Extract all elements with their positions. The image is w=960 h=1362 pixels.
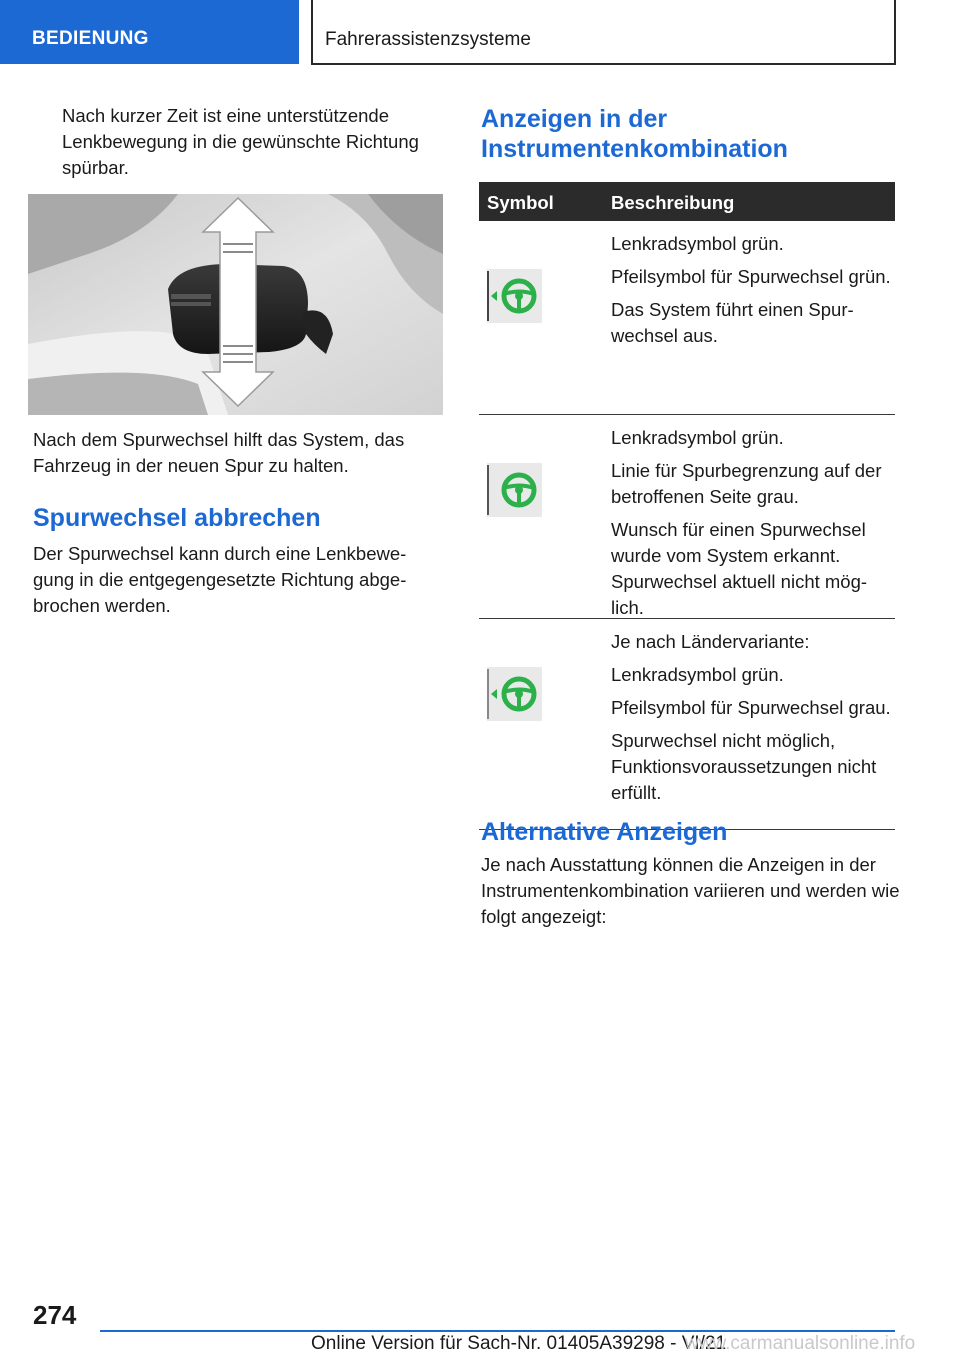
footer-divider — [100, 1330, 895, 1332]
abort-paragraph: Der Spurwechsel kann durch eine Lenkbewe‐gung in die entgegengesetzte Richtung abge‐brochen werden. — [33, 543, 407, 616]
chapter-title: Fahrerassistenzsysteme — [325, 29, 531, 50]
row-description: Lenkradsymbol grün. Pfeilsymbol für Spurwechsel grün. Das System führt einen Spur‐wechsel aus. — [611, 233, 891, 346]
watermark: www.carmanualsonline.info — [685, 1333, 916, 1354]
steering-wheel-green-arrow-grey-icon — [487, 667, 542, 721]
footer-online-version: Online Version für Sach-Nr. 01405A39298 - VI/21 — [311, 1333, 727, 1354]
table-row — [479, 619, 895, 830]
heading-alternative: Alternative Anzeigen — [481, 818, 728, 846]
row-description: Je nach Ländervariante: Lenkradsymbol grün. Pfeilsymbol für Spurwechsel grau. Spurwechsel nicht möglich, Funktionsvoraussetzungen nicht erfüllt. — [611, 631, 891, 803]
heading-abort: Spurwechsel abbrechen — [33, 504, 321, 532]
steering-wheel-green-line-icon — [487, 463, 542, 517]
symbol-table — [479, 182, 895, 830]
chapter-tab — [311, 0, 896, 65]
page-number: 274 — [33, 1300, 77, 1330]
alternative-paragraph: Je nach Ausstattung können die Anzeigen in der Instrumentenkombination variieren und werden wie folgt angezeigt: — [481, 854, 900, 927]
lever-illustration — [28, 194, 443, 415]
intro-paragraph: Nach kurzer Zeit ist eine unterstützende Lenkbewegung in die gewünschte Richtung spürbar. — [62, 105, 419, 178]
row-description: Lenkradsymbol grün. Linie für Spurbegrenzung auf der betroffenen Seite grau. Wunsch für einen Spurwechsel wurde vom System erkannt. Spurwechsel aktuell nicht mög‐lich. — [611, 427, 882, 618]
section-title: BEDIENUNG — [32, 28, 149, 49]
table-header — [479, 182, 895, 221]
section-tab — [0, 0, 299, 64]
header-description: Beschreibung — [611, 192, 735, 213]
table-row — [479, 221, 895, 415]
heading-display: Anzeigen in der Instrumentenkombination — [481, 105, 788, 163]
header-symbol: Symbol — [487, 192, 554, 213]
turn-signal-lever-image — [28, 194, 443, 415]
table-row — [479, 415, 895, 619]
steering-wheel-green-arrow-icon — [487, 269, 542, 323]
after-change-paragraph: Nach dem Spurwechsel hilft das System, das Fahrzeug in der neuen Spur zu halten. — [33, 429, 405, 476]
